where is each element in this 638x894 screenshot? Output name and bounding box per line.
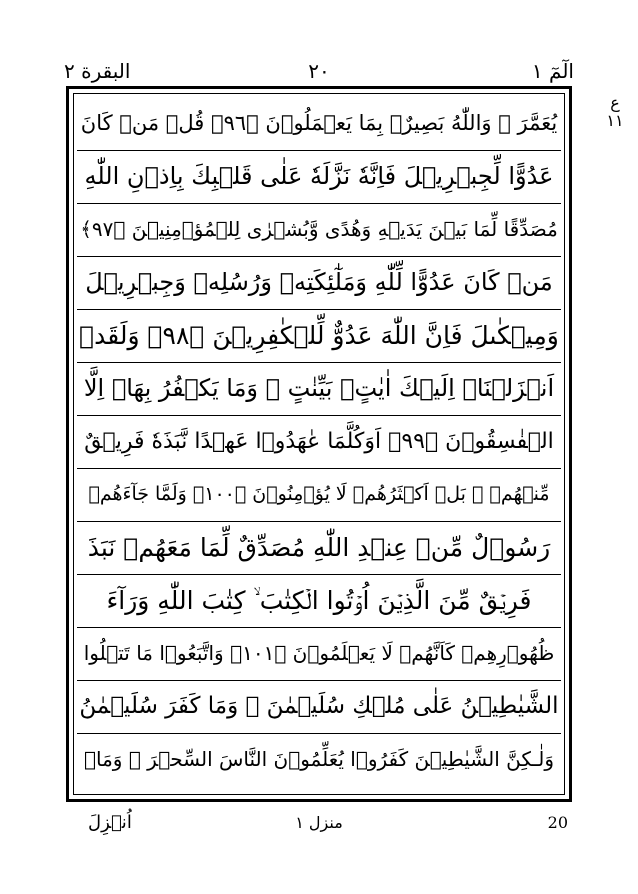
verse-line-5: وَمِيۡكٰٮلَ فَاِنَّ اللّٰهَ عَدُوٌّ لِّلۡكٰفِرِيۡنَ ﴿٩٨﴾ وَلَقَدۡ: [77, 309, 561, 363]
verse-line-3: مُصَدِّقًا لِّمَا بَيۡنَ يَدَيۡهِ وَهُدًى وَّبُشۡرٰى لِلۡمُؤۡمِنِيۡنَ ﴿٩٧﴾: [77, 203, 561, 257]
verse-lines: [77, 97, 561, 791]
verse-line-6: اَنۡزَلۡنَاۤ اِلَيۡكَ اٰيٰتٍۢ بَيِّنٰتٍ ۚ وَمَا يَكۡفُرُ بِهَاۤ اِلَّا: [77, 362, 561, 416]
verse-line-2: عَدُوًّا لِّجِبۡرِيۡلَ فَاِنَّهٗ نَزَّلَهٗ عَلٰى قَلۡبِكَ بِاِذۡنِ اللّٰهِ: [77, 150, 561, 204]
catchword: اُنۡزِلَ: [88, 812, 132, 833]
verse-line-8: مِّنۡهُمۡ ۗ بَلۡ اَكۡثَرُهُمۡ لَا يُؤۡمِنُوۡنَ ﴿١٠٠﴾ وَلَمَّا جَآءَهُمۡ: [77, 468, 561, 522]
manzil-label: منزل ١: [295, 813, 343, 832]
verse-line-7: الۡفٰسِقُوۡنَ ﴿٩٩﴾ اَوَكُلَّمَا عٰهَدُوۡا عَهۡدًا نَّبَذَهٗ فَرِيۡقٌ: [77, 415, 561, 469]
ruku-margin-marker: ع ١١: [606, 93, 624, 130]
verse-line-9: رَسُوۡلٌ مِّنۡ عِنۡدِ اللّٰهِ مُصَدِّقٌ لِّمَا مَعَهُمۡ نَبَذَ: [77, 521, 561, 575]
verse-line-13: وَلٰـكِنَّ الشَّيٰطِيۡنَ كَفَرُوۡا يُعَلِّمُوۡنَ النَّاسَ السِّحۡرَ ۗ وَمَاۤ: [84, 747, 554, 771]
surah-name-header: البقرة ٢: [64, 59, 131, 83]
text-frame: [66, 86, 572, 802]
verse-line-10: فَرِيۡقٌ مِّنَ الَّذِيۡنَ اُوۡتُوا الۡكِتٰبَ ۙ كِتٰبَ اللّٰهِ وَرَآءَ: [77, 574, 561, 628]
page-number: 20: [547, 813, 568, 832]
page-number-arabic: ٢٠: [308, 59, 330, 83]
verse-line-1: يُعَمَّرَ ۗ وَاللّٰهُ بَصِيرٌۢ بِمَا يَعۡمَلُوۡنَ ﴿٩٦﴾ قُلۡ مَنۡ كَانَ: [77, 97, 561, 151]
verse-line-4: مَنۡ كَانَ عَدُوًّا لِّلّٰهِ وَمَلٰٓئِكَتِهٖ وَرُسُلِهٖ وَجِبۡرِيۡلَ: [77, 256, 561, 310]
juz-name-header: الٓمٓ ١: [531, 59, 574, 83]
verse-line-11: ظُهُوۡرِهِمۡ كَاَنَّهُمۡ لَا يَعۡلَمُوۡنَ ﴿١٠١﴾ وَاتَّبَعُوۡا مَا تَتۡلُوا: [77, 627, 561, 681]
verse-line-12: الشَّيٰطِيۡنُ عَلٰى مُلۡكِ سُلَيۡمٰنَ ۚ وَمَا كَفَرَ سُلَيۡمٰنُ: [77, 680, 561, 734]
